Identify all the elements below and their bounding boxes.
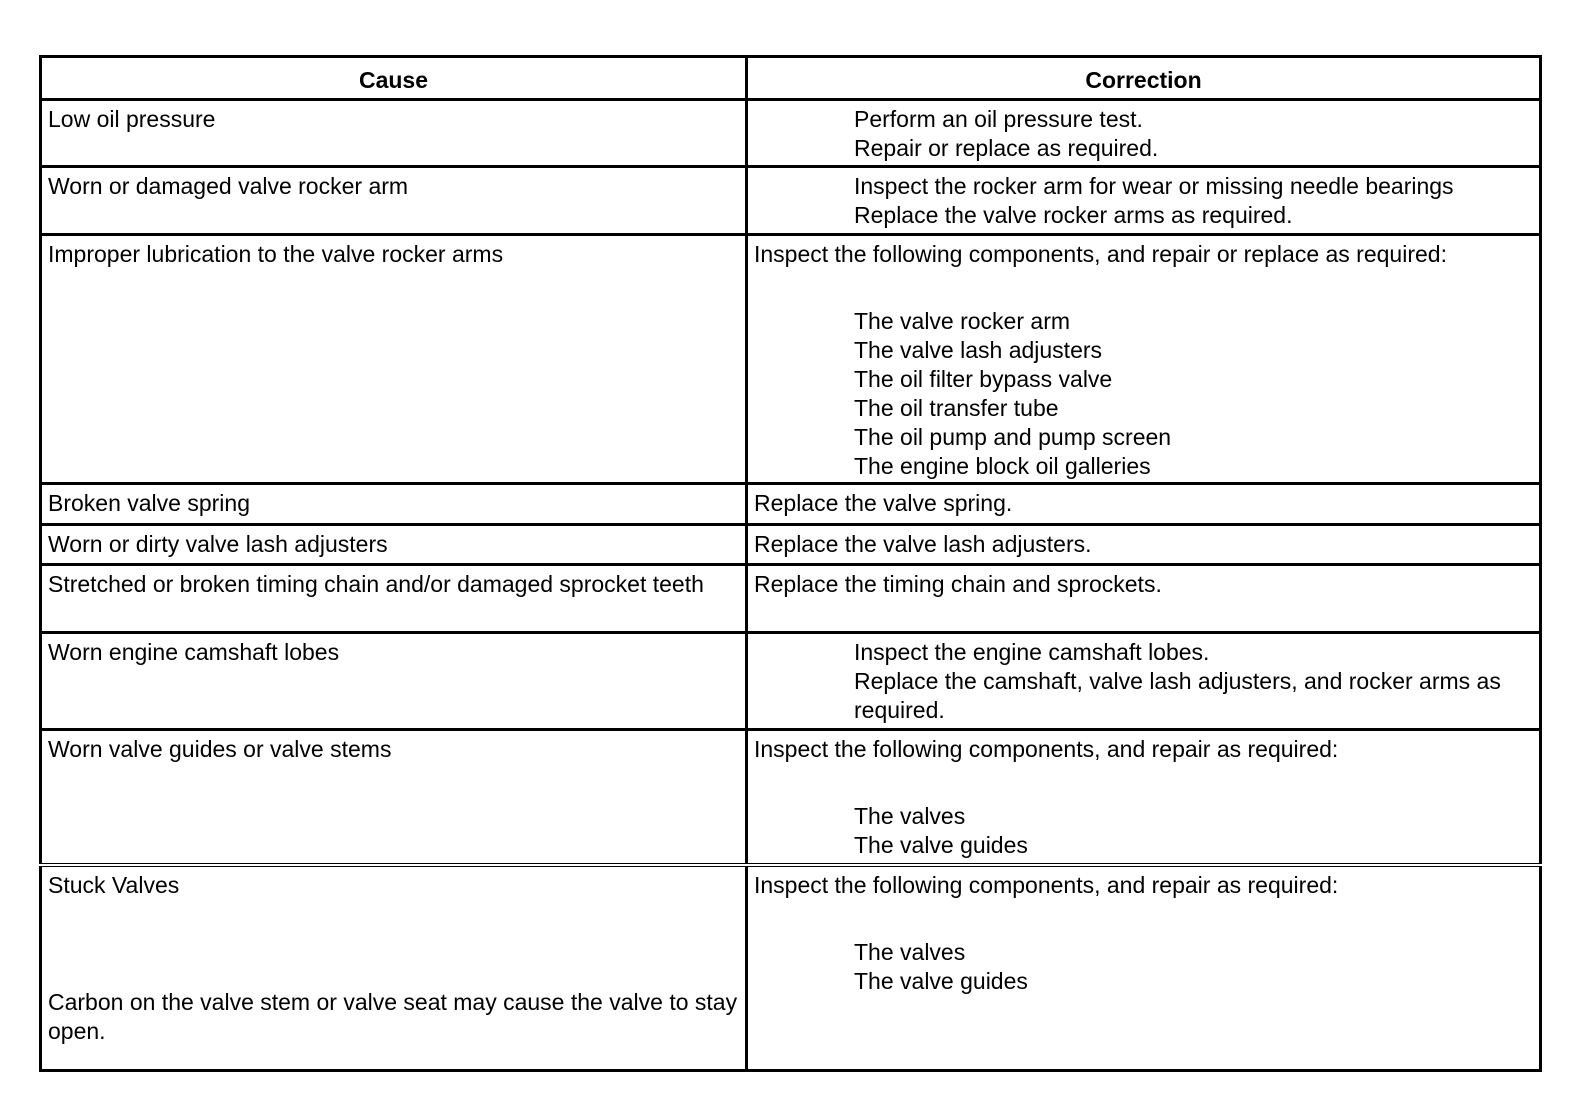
- component-item: The engine block oil galleries: [854, 453, 1151, 479]
- cause-text: Improper lubrication to the valve rocker arms: [48, 241, 504, 267]
- component-item: The oil transfer tube: [854, 395, 1059, 421]
- cause-cell: [41, 565, 747, 633]
- correction-cell: [747, 730, 1541, 866]
- correction-step: Inspect the engine camshaft lobes.: [854, 639, 1210, 665]
- cause-text: Stuck Valves: [48, 872, 180, 898]
- correction-text: Replace the valve spring.: [754, 490, 1013, 516]
- correction-cell: [747, 565, 1541, 633]
- table-row: [41, 865, 1541, 1071]
- correction-cell: [747, 100, 1541, 167]
- component-item: The valve guides: [854, 832, 1028, 858]
- cause-text: Worn or damaged valve rocker arm: [48, 173, 409, 199]
- component-item: The valve guides: [854, 968, 1028, 994]
- correction-text: Replace the valve lash adjusters.: [754, 531, 1092, 557]
- cause-cell: [41, 100, 747, 167]
- table-row: [41, 235, 1541, 484]
- correction-cell: [747, 484, 1541, 525]
- cause-cell: [41, 730, 747, 866]
- cause-cell: [41, 633, 747, 730]
- correction-step: Perform an oil pressure test.: [854, 106, 1143, 132]
- component-item: The valve lash adjusters: [854, 337, 1103, 363]
- correction-intro: Inspect the following components, and repair as required:: [754, 736, 1339, 762]
- correction-step: Repair or replace as required.: [854, 135, 1159, 161]
- correction-text: Replace the timing chain and sprockets.: [754, 571, 1162, 597]
- correction-intro: Inspect the following components, and repair as required:: [754, 872, 1339, 898]
- table-row: [41, 633, 1541, 730]
- diagnostic-table: [39, 55, 1542, 1072]
- component-item: The valve rocker arm: [854, 308, 1071, 334]
- cause-text: Stretched or broken timing chain and/or damaged sprocket teeth: [48, 571, 704, 597]
- table-row: [41, 730, 1541, 866]
- cause-text: Low oil pressure: [48, 106, 216, 132]
- component-item: The valves: [854, 939, 966, 965]
- correction-step: Replace the camshaft, valve lash adjusters, and rocker arms as required.: [854, 668, 1501, 723]
- table-row: [41, 167, 1541, 235]
- cause-text: Worn or dirty valve lash adjusters: [48, 531, 388, 557]
- cause-cell: [41, 167, 747, 235]
- cause-header: Cause: [41, 57, 747, 100]
- correction-header: Correction: [747, 57, 1541, 100]
- component-item: The valves: [854, 803, 966, 829]
- table-row: [41, 100, 1541, 167]
- table-row: [41, 565, 1541, 633]
- cause-cell: [41, 484, 747, 525]
- cause-text: Worn engine camshaft lobes: [48, 639, 340, 665]
- cause-cell: [41, 235, 747, 484]
- cause-text: Worn valve guides or valve stems: [48, 736, 392, 762]
- table-row: [41, 525, 1541, 565]
- correction-step: Inspect the rocker arm for wear or missing needle bearings: [854, 173, 1454, 199]
- component-item: The oil filter bypass valve: [854, 366, 1113, 392]
- cause-text: Broken valve spring: [48, 490, 250, 516]
- correction-step: Replace the valve rocker arms as required.: [854, 202, 1293, 228]
- cause-cell: [41, 865, 747, 1071]
- table-row: [41, 484, 1541, 525]
- correction-cell: [747, 525, 1541, 565]
- correction-intro: Inspect the following components, and repair or replace as required:: [754, 241, 1447, 267]
- correction-cell: [747, 167, 1541, 235]
- component-item: The oil pump and pump screen: [854, 424, 1172, 450]
- correction-cell: [747, 235, 1541, 484]
- correction-cell: [747, 865, 1541, 1071]
- correction-cell: [747, 633, 1541, 730]
- header-row: [41, 57, 1541, 100]
- cause-note: Carbon on the valve stem or valve seat may cause the valve to stay open.: [48, 989, 738, 1044]
- cause-cell: [41, 525, 747, 565]
